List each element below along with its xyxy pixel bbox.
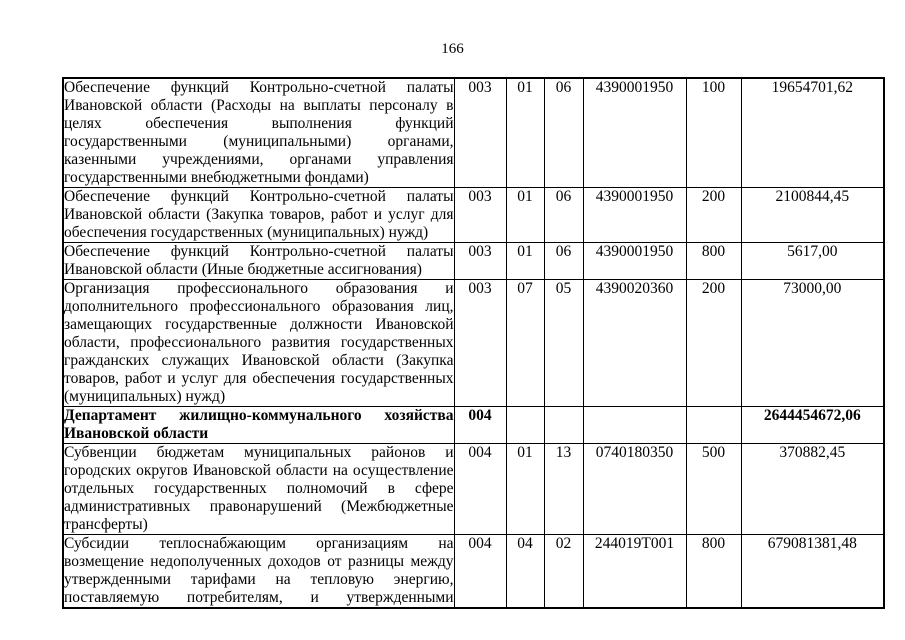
cell-description: Обеспечение функций Контрольно-счетной палаты Ивановской области (Расходы на выплаты персоналу в целях обеспечения выполнения функций государственными (муниципальными) органами, казенными учреждениями, органами управления государственными внебюджетными фондами) (64, 79, 454, 186)
cell-amount: 73000,00 (741, 280, 884, 407)
table-row (63, 78, 884, 188)
cell-subsection-code: 02 (544, 535, 583, 609)
cell-target-article-code: 4390020360 (583, 280, 686, 407)
cell-grbs-code: 004 (454, 444, 506, 535)
cell-grbs-code: 004 (454, 535, 506, 609)
cell-section-code: 07 (506, 280, 544, 407)
cell-description: Субвенции бюджетам муниципальных районов и городских округов Ивановской области на осуществление отдельных государственных полномочий в сфере административных правонарушений (Межбюджетные трансферты) (64, 444, 454, 533)
cell-section-code: 01 (506, 243, 544, 280)
cell-subsection-code: 06 (544, 188, 583, 243)
cell-description: Обеспечение функций Контрольно-счетной палаты Ивановской области (Закупка товаров, работ и услуг для обеспечения государственных (муниципальных) нужд) (64, 188, 454, 241)
table-row (63, 444, 884, 535)
cell-grbs-code: 003 (454, 280, 506, 407)
page-number: 166 (441, 41, 464, 57)
cell-grbs-code: 003 (454, 243, 506, 280)
table-row (63, 188, 884, 243)
cell-target-article-code: 0740180350 (583, 444, 686, 535)
budget-table (62, 77, 885, 609)
cell-expense-type-code: 500 (686, 444, 741, 535)
cell-expense-type-code: 100 (686, 78, 741, 188)
cell-expense-type-code: 200 (686, 280, 741, 407)
cell-amount: 19654701,62 (741, 78, 884, 188)
cell-subsection-code: 05 (544, 280, 583, 407)
table-row (63, 243, 884, 280)
cell-section-code: 04 (506, 535, 544, 609)
cell-subsection-code (544, 407, 583, 444)
cell-subsection-code: 06 (544, 243, 583, 280)
cell-grbs-code: 004 (454, 407, 506, 444)
table-row (63, 280, 884, 407)
cell-target-article-code: 4390001950 (583, 188, 686, 243)
cell-grbs-code: 003 (454, 188, 506, 243)
cell-expense-type-code: 800 (686, 535, 741, 609)
table-row-department-header (63, 407, 884, 444)
cell-section-code: 01 (506, 444, 544, 535)
cell-target-article-code: 4390001950 (583, 243, 686, 280)
cell-amount: 5617,00 (741, 243, 884, 280)
cell-description: Организация профессионального образования и дополнительного профессионального образования лиц, замещающих государственные должности Ивановской области, профессионального развития государственных гражданских служащих Ивановской области (Закупка товаров, работ и услуг для обеспечения государственных (муниципальных) нужд) (64, 280, 454, 405)
cell-amount: 679081381,48 (741, 535, 884, 609)
cell-expense-type-code (686, 407, 741, 444)
cell-amount: 370882,45 (741, 444, 884, 535)
cell-expense-type-code: 200 (686, 188, 741, 243)
cell-section-code: 01 (506, 188, 544, 243)
cell-section-code: 01 (506, 78, 544, 188)
cell-target-article-code (583, 407, 686, 444)
budget-table-body (63, 78, 884, 608)
cell-subsection-code: 13 (544, 444, 583, 535)
cell-amount: 2100844,45 (741, 188, 884, 243)
cell-amount: 2644454672,06 (741, 407, 884, 444)
cell-expense-type-code: 800 (686, 243, 741, 280)
cell-section-code (506, 407, 544, 444)
cell-description: Субсидии теплоснабжающим организациям на возмещение недополученных доходов от разницы между утвержденными тарифами на тепловую энергию, поставляемую потребителям, и утвержденными (64, 535, 454, 606)
cell-grbs-code: 003 (454, 78, 506, 188)
cell-description: Департамент жилищно-коммунального хозяйства Ивановской области (64, 407, 454, 442)
cell-description: Обеспечение функций Контрольно-счетной палаты Ивановской области (Иные бюджетные ассигнования) (64, 243, 454, 278)
cell-subsection-code: 06 (544, 78, 583, 188)
cell-target-article-code: 244019T001 (583, 535, 686, 609)
table-row-truncated (63, 535, 884, 609)
cell-target-article-code: 4390001950 (583, 78, 686, 188)
